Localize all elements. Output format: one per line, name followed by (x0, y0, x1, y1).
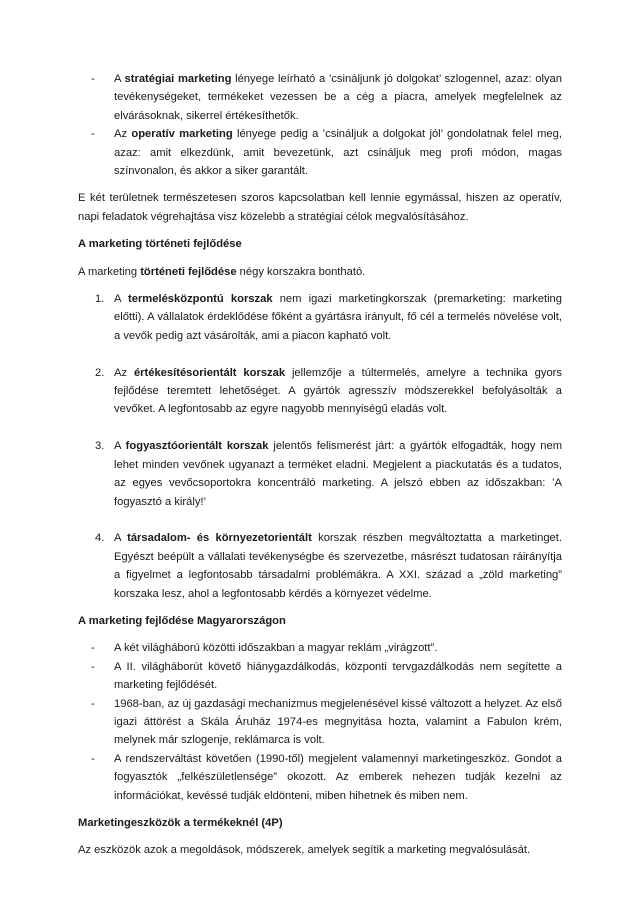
list-marker: - (91, 697, 95, 710)
list-item: - Az operatív marketing lényege pedig a ’csináljuk a dolgokat jól’ gondolatnak felel meg, azaz: amit elkezdünk, amit bevezetünk, azt csináljuk meg profi módon, magas színvonalon, és akkor a siker garantált. (78, 125, 562, 180)
list-number: 1. (95, 293, 105, 306)
bold-term: fogyasztóorientált korszak (125, 440, 269, 453)
body-paragraph: E két területnek természetesen szoros kapcsolatban kell lennie egymással, hiszen az operatív, napi feladatok végrehajtása visz közelebb a stratégiai célok megvalósításához. (78, 192, 562, 223)
section-heading-tools: Marketingeszközök a termékeknél (4P) (78, 816, 283, 829)
list-marker: - (91, 128, 95, 141)
body-paragraph: Az eszközök azok a megoldások, módszerek, amelyek segítik a marketing megvalósulását. (78, 844, 531, 857)
list-item: - 1968-ban, az új gazdasági mechanizmus megjelenésével kissé változott a helyzet. Az első igazi áttörést a Skála Áruház 1974-es megnyitása hozta, valamint a Fabulon krém, melynek már szlogenje, reklámarca is volt. (78, 695, 562, 750)
list-number: 3. (95, 440, 105, 453)
list-marker: - (91, 73, 95, 85)
bold-term: értékesítésorientált korszak (133, 366, 286, 379)
list-item: 2. Az értékesítésorientált korszak jellemzője a túltermelés, amelyre a technika gyors fejlődése teremtett lehetőséget. A gyártók agresszív módszerekkel befolyásolták a vevőket. A legfontosabb az egyre nagyobb mennyiségű eladás volt. (78, 364, 562, 419)
hungary-list (78, 639, 562, 805)
list-item: - A két világháború közötti időszakban a magyar reklám „virágzott”. (78, 639, 562, 657)
document-page (78, 70, 562, 860)
list-item: 3. A fogyasztóorientált korszak jelentős felismerést járt: a gyártók elfogadták, hogy nem lehet minden vevőnek ugyanazt a terméket eladni. Megjelent a piackutatás és a tudatos, az egyes vevőcsoportokra koncentráló marketing. A jelszó ebben az időszakban: ’A fogyasztó a király!’ (78, 437, 562, 511)
bold-term: operatív marketing (131, 128, 233, 141)
list-item: - A II. világháborút követő hiánygazdálkodás, központi tervgazdálkodás nem segítette a marketing fejlődését. (78, 658, 562, 695)
bold-term: történeti fejlődése (140, 265, 237, 278)
bold-term: termelésközpontú korszak (128, 293, 273, 306)
list-marker: - (91, 642, 95, 655)
list-item: 1. A termelésközpontú korszak nem igazi marketingkorszak (premarketing: marketing előtti). A vállalatok érdeklődése főként a gyártásra irányult, fő cél a termelés növelése volt, a vevők pedig azt vásárolták, ami a piacon kapható volt. (78, 290, 562, 345)
list-number: 2. (95, 366, 105, 379)
list-item: - A stratégiai marketing lényege leírható a ’csináljunk jó dolgokat’ szlogennel, azaz: olyan tevékenységeket, termékeket vezessen be a cég a piacra, amelyek megfelelnek az elvárásoknak, sikerrel értékesíthetők. (78, 70, 562, 125)
list-item: 4. A társadalom- és környezetorientált korszak részben megváltoztatta a marketinget. Egyészt beépült a vállalati tevékenységbe és szervezetbe, másrészt tudatosan ráirányítja a figyelmet a legfontosabb társadalmi problémákra. A XXI. század a „zöld marketing” korszaka lesz, ahol a legfontosabb kérdés a környezet védelme. (78, 529, 562, 603)
strategy-list (78, 70, 562, 180)
list-marker: - (91, 752, 95, 765)
intro-paragraph: A marketing történeti fejlődése négy korszakra bontható. (78, 265, 366, 278)
section-heading-history: A marketing történeti fejlődése (78, 238, 242, 251)
bold-term: társadalom- és környezetorientált (127, 532, 312, 545)
list-marker: - (91, 660, 95, 673)
list-number: 4. (95, 532, 105, 545)
list-item: - A rendszerváltást követően (1990-től) megjelent valamennyi marketingeszköz. Gondot a fogyasztók „felkészületlensége” okozott. Az emberek nehezen tudják kezelni az információkat, kevéssé tudják eldönteni, miben hihetnek és miben nem. (78, 750, 562, 805)
bold-term: stratégiai marketing (124, 73, 232, 85)
section-heading-hungary: A marketing fejlődése Magyarországon (78, 614, 286, 627)
eras-list (78, 290, 562, 603)
